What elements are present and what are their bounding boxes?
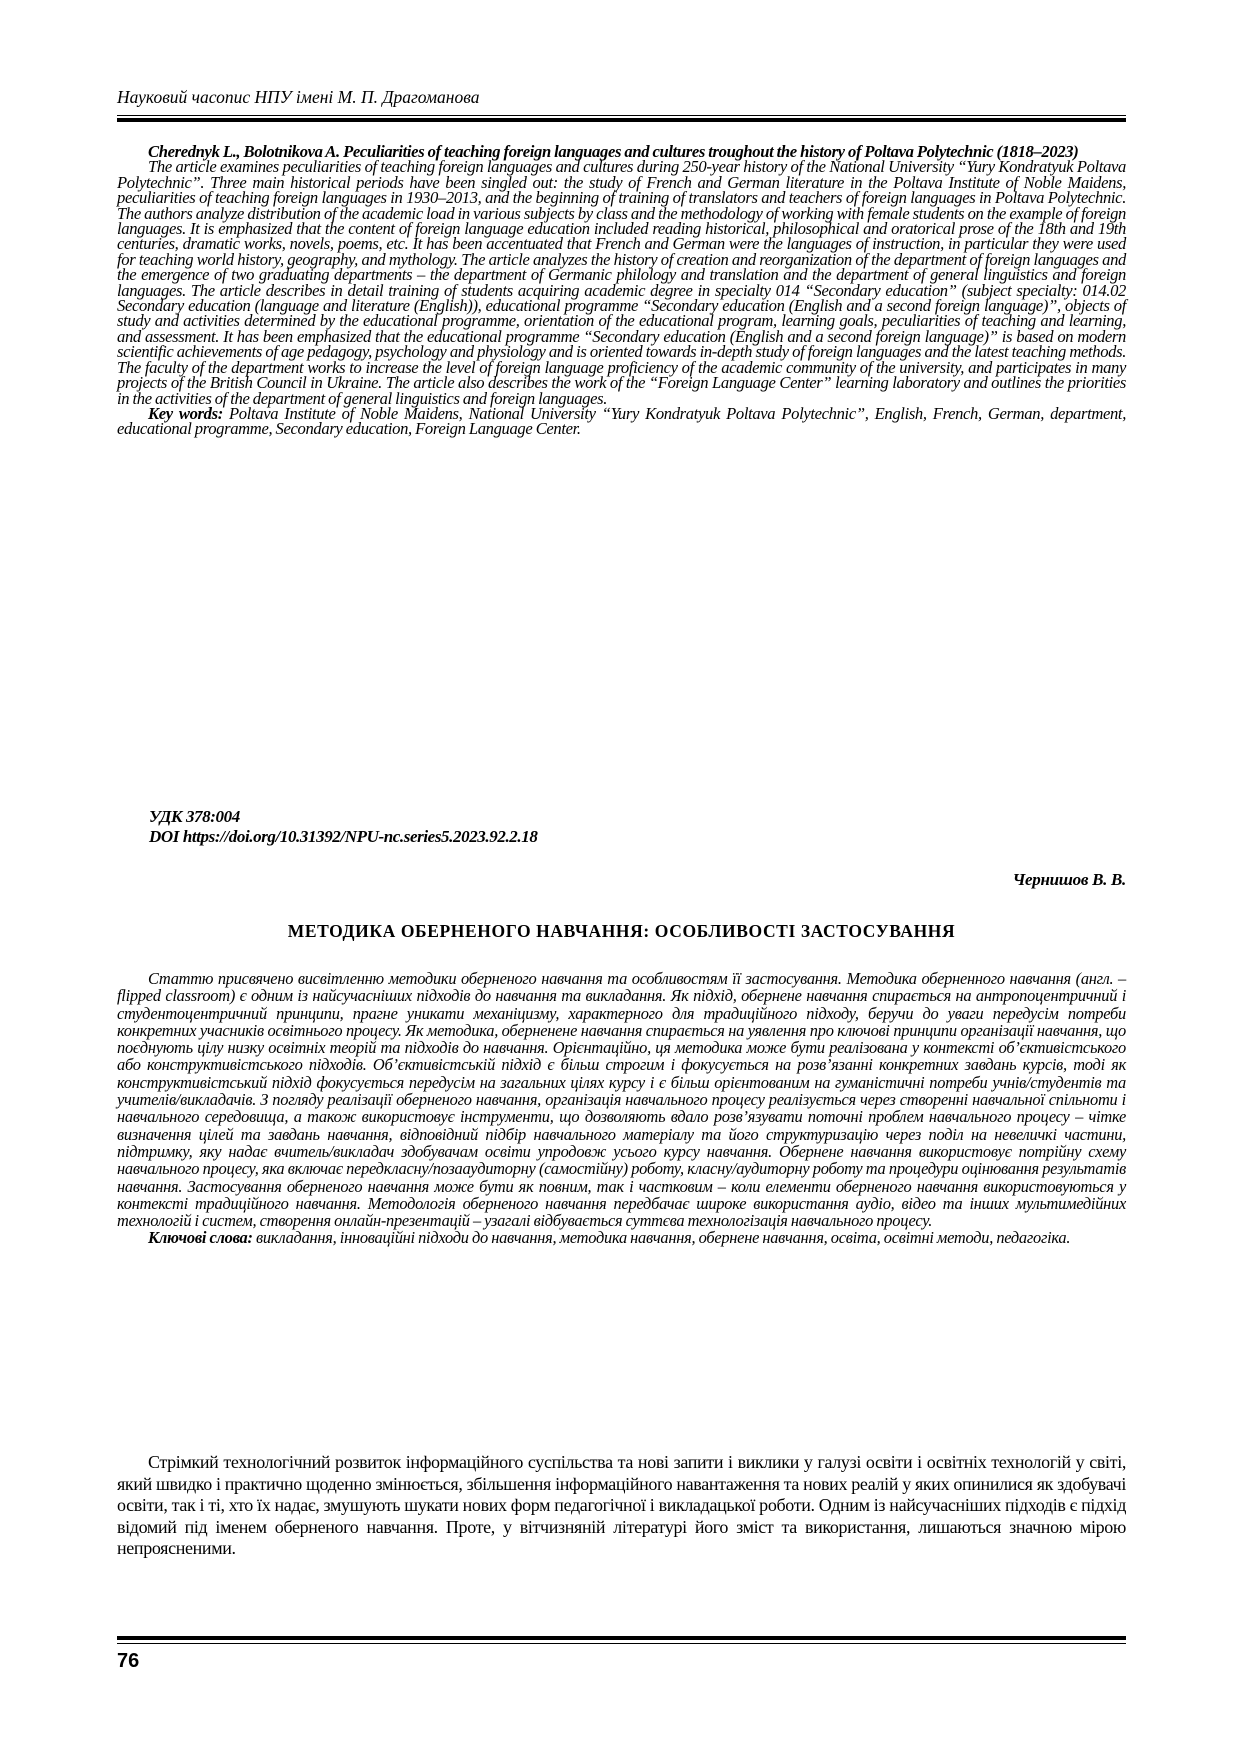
- article-body: [117, 1452, 1126, 1560]
- ukrainian-abstract: [117, 970, 1126, 1247]
- english-abstract-title: Cherednyk L., Bolotnikova A. Peculiarities of teaching foreign languages and cultures troughout the history of Poltava Polytechnic (1818–2023): [148, 142, 1079, 161]
- english-abstract: [117, 144, 1126, 437]
- article-title: МЕТОДИКА ОБЕРНЕНОГО НАВЧАННЯ: ОСОБЛИВОСТІ ЗАСТОСУВАННЯ: [287, 921, 956, 941]
- english-keywords-label: Key words:: [148, 403, 223, 423]
- doi-link[interactable]: DOI https://doi.org/10.31392/NPU-nc.series5.2023.92.2.18: [149, 827, 538, 846]
- ukrainian-abstract-body: Статтю присвячено висвітленню методики оберненого навчання та особливостям її застосування. Методика оберненного навчання (англ. – flipped classroom) є одним із найсучасніших підходів до навчання та викладання. Як підхід, обернене навчання спирається на антропоцентричний і студентоцентричний принципи, прагне уникати механіцизму, характерного для традиційного підходу, беручи до уваги передусім потреби конкретних учасників освітнього процесу. Як методика, оберненене навчання спирається на уявлення про ключові принципи організації навчання, що поєднують цілу низку освітніх теорій та підходів до навчання. Орієнтаційно, ця методика може бути реалізована у контексті об’єктивістського або конструктивістського підходів. Об’єктивістській підхід є більш строгим і фокусується на розв’язанні конкретних завдань курсів, тоді як конструктивістський підхід фокусується передусім на загальних цілях курсу і є більш орієнтованим на гуманістичні потреби учнів/студентів та учителів/викладачів. З погляду реалізації оберненого навчання, організація навчального процесу реалізується через створенні навчальної спільноти і навчального середовища, а також використовує інструменти, що дозволяють вдало розв’язувати поточні проблем навчального процесу – чітке визначення цілей та завдань навчання, відповідний підбір навчального матеріалу та його структуризацію через поділ на невеличкі частини, підтримку, яку надає вчитель/викладач здобувачам освіти упродовж усього курсу навчання. Обернене навчання використовує потрійну схему навчального процесу, яка включає передкласну/позааудиторну (самостійну) роботу, класну/аудиторну роботу та процедури оцінювання результатів навчання. Застосування оберненого навчання може бути як повним, так і частковим – коли елементи оберненого навчання використовуються у контексті традиційного навчання. Методологія оберненого навчання передбачає широке використання аудіо, відео та інших мультимедійних технологій і систем, створення онлайн-презентацій – узагалі відбувається суттєва технологізація навчального процесу.: [117, 969, 1126, 1231]
- footer-rule-thin: [117, 1643, 1126, 1644]
- header-rule-thin: [117, 115, 1126, 116]
- ukrainian-keywords: викладання, інноваційні підходи до навчання, методика навчання, обернене навчання, освіта, освітні методи, педагогіка.: [255, 1228, 1071, 1248]
- english-abstract-body: The article examines peculiarities of teaching foreign languages and cultures during 250-year history of the National University “Yury Kondratyuk Poltava Polytechnic”. Three main historical periods have been singled out: the study of French and German literature in the Poltava Institute of Noble Maidens, peculiarities of teaching foreign languages in 1930–2013, and the beginning of training of translators and teachers of foreign languages in Poltava Polytechnic. The authors analyze distribution of the academic load in various subjects by class and the methodology of working with female students on the example of foreign languages. It is emphasized that the content of foreign language education included reading historical, philosophical and oratorical prose of the 18th and 19th centuries, dramatic works, novels, poems, etc. It has been accentuated that French and German were the languages of instruction, in particular they were used for teaching world history, geography, and mythology. The article analyzes the history of creation and reorganization of the department of foreign languages and the emergence of two graduating departments – the department of Germanic philology and translation and the department of general linguistics and foreign languages. The article describes in detail training of students acquiring academic degree in specialty 014 “Secondary education” (subject specialty: 014.02 Secondary education (language and literature (English)), educational programme “Secondary education (English and a second foreign language)”, objects of study and activities determined by the educational programme, orientation of the educational program, learning goals, peculiarities of teaching and learning, and assessment. It has been emphasized that the educational programme “Secondary education (English and a second foreign language)” is based on modern scientific achievements of age pedagogy, psychology and physiology and is oriented towards in-depth study of foreign languages and the latest teaching methods. The faculty of the department works to increase the level of foreign language proficiency of the academic community of the university, and participates in many projects of the British Council in Ukraine. The article also describes the work of the “Foreign Language Center” learning laboratory and outlines the priorities in the activities of the department of general linguistics and foreign languages.: [117, 157, 1126, 408]
- ukrainian-keywords-label: Ключові слова:: [148, 1228, 253, 1248]
- english-keywords-paragraph: [117, 403, 1126, 439]
- footer-rule-thick: [117, 1636, 1126, 1640]
- running-head: Науковий часопис НПУ імені М. П. Драгоманова: [117, 87, 480, 107]
- header-rule-thick: [117, 118, 1126, 122]
- article-author: Чернишов В. В.: [1012, 870, 1126, 889]
- english-keywords: Poltava Institute of Noble Maidens, National University “Yury Kondratyuk Poltava Polytechnic”, English, French, German, department, educational programme, Secondary education, Foreign Language Center.: [117, 403, 1126, 439]
- body-paragraph: Стрімкий технологічний розвиток інформаційного суспільства та нові запити і виклики у галузі освіти і освітніх технологій у світі, який швидко і практично щоденно змінюється, збільшення інформаційного навантаження та нових реалій у яких опинилися як здобувачі освіти, так і ті, хто їх надає, змушують шукати нових форм педагогічної і викладацької роботи. Одним із найсучасніших підходів є підхід відомий під іменем оберненого навчання. Проте, у вітчизняній літературі його зміст та використання, лишаються значною мірою непроясненими.: [117, 1452, 1126, 1559]
- ukrainian-keywords-paragraph: [117, 1229, 1126, 1246]
- article-identifiers: [149, 807, 537, 847]
- page-number: 76: [117, 1650, 140, 1672]
- udk-code: УДК 378:004: [149, 807, 240, 826]
